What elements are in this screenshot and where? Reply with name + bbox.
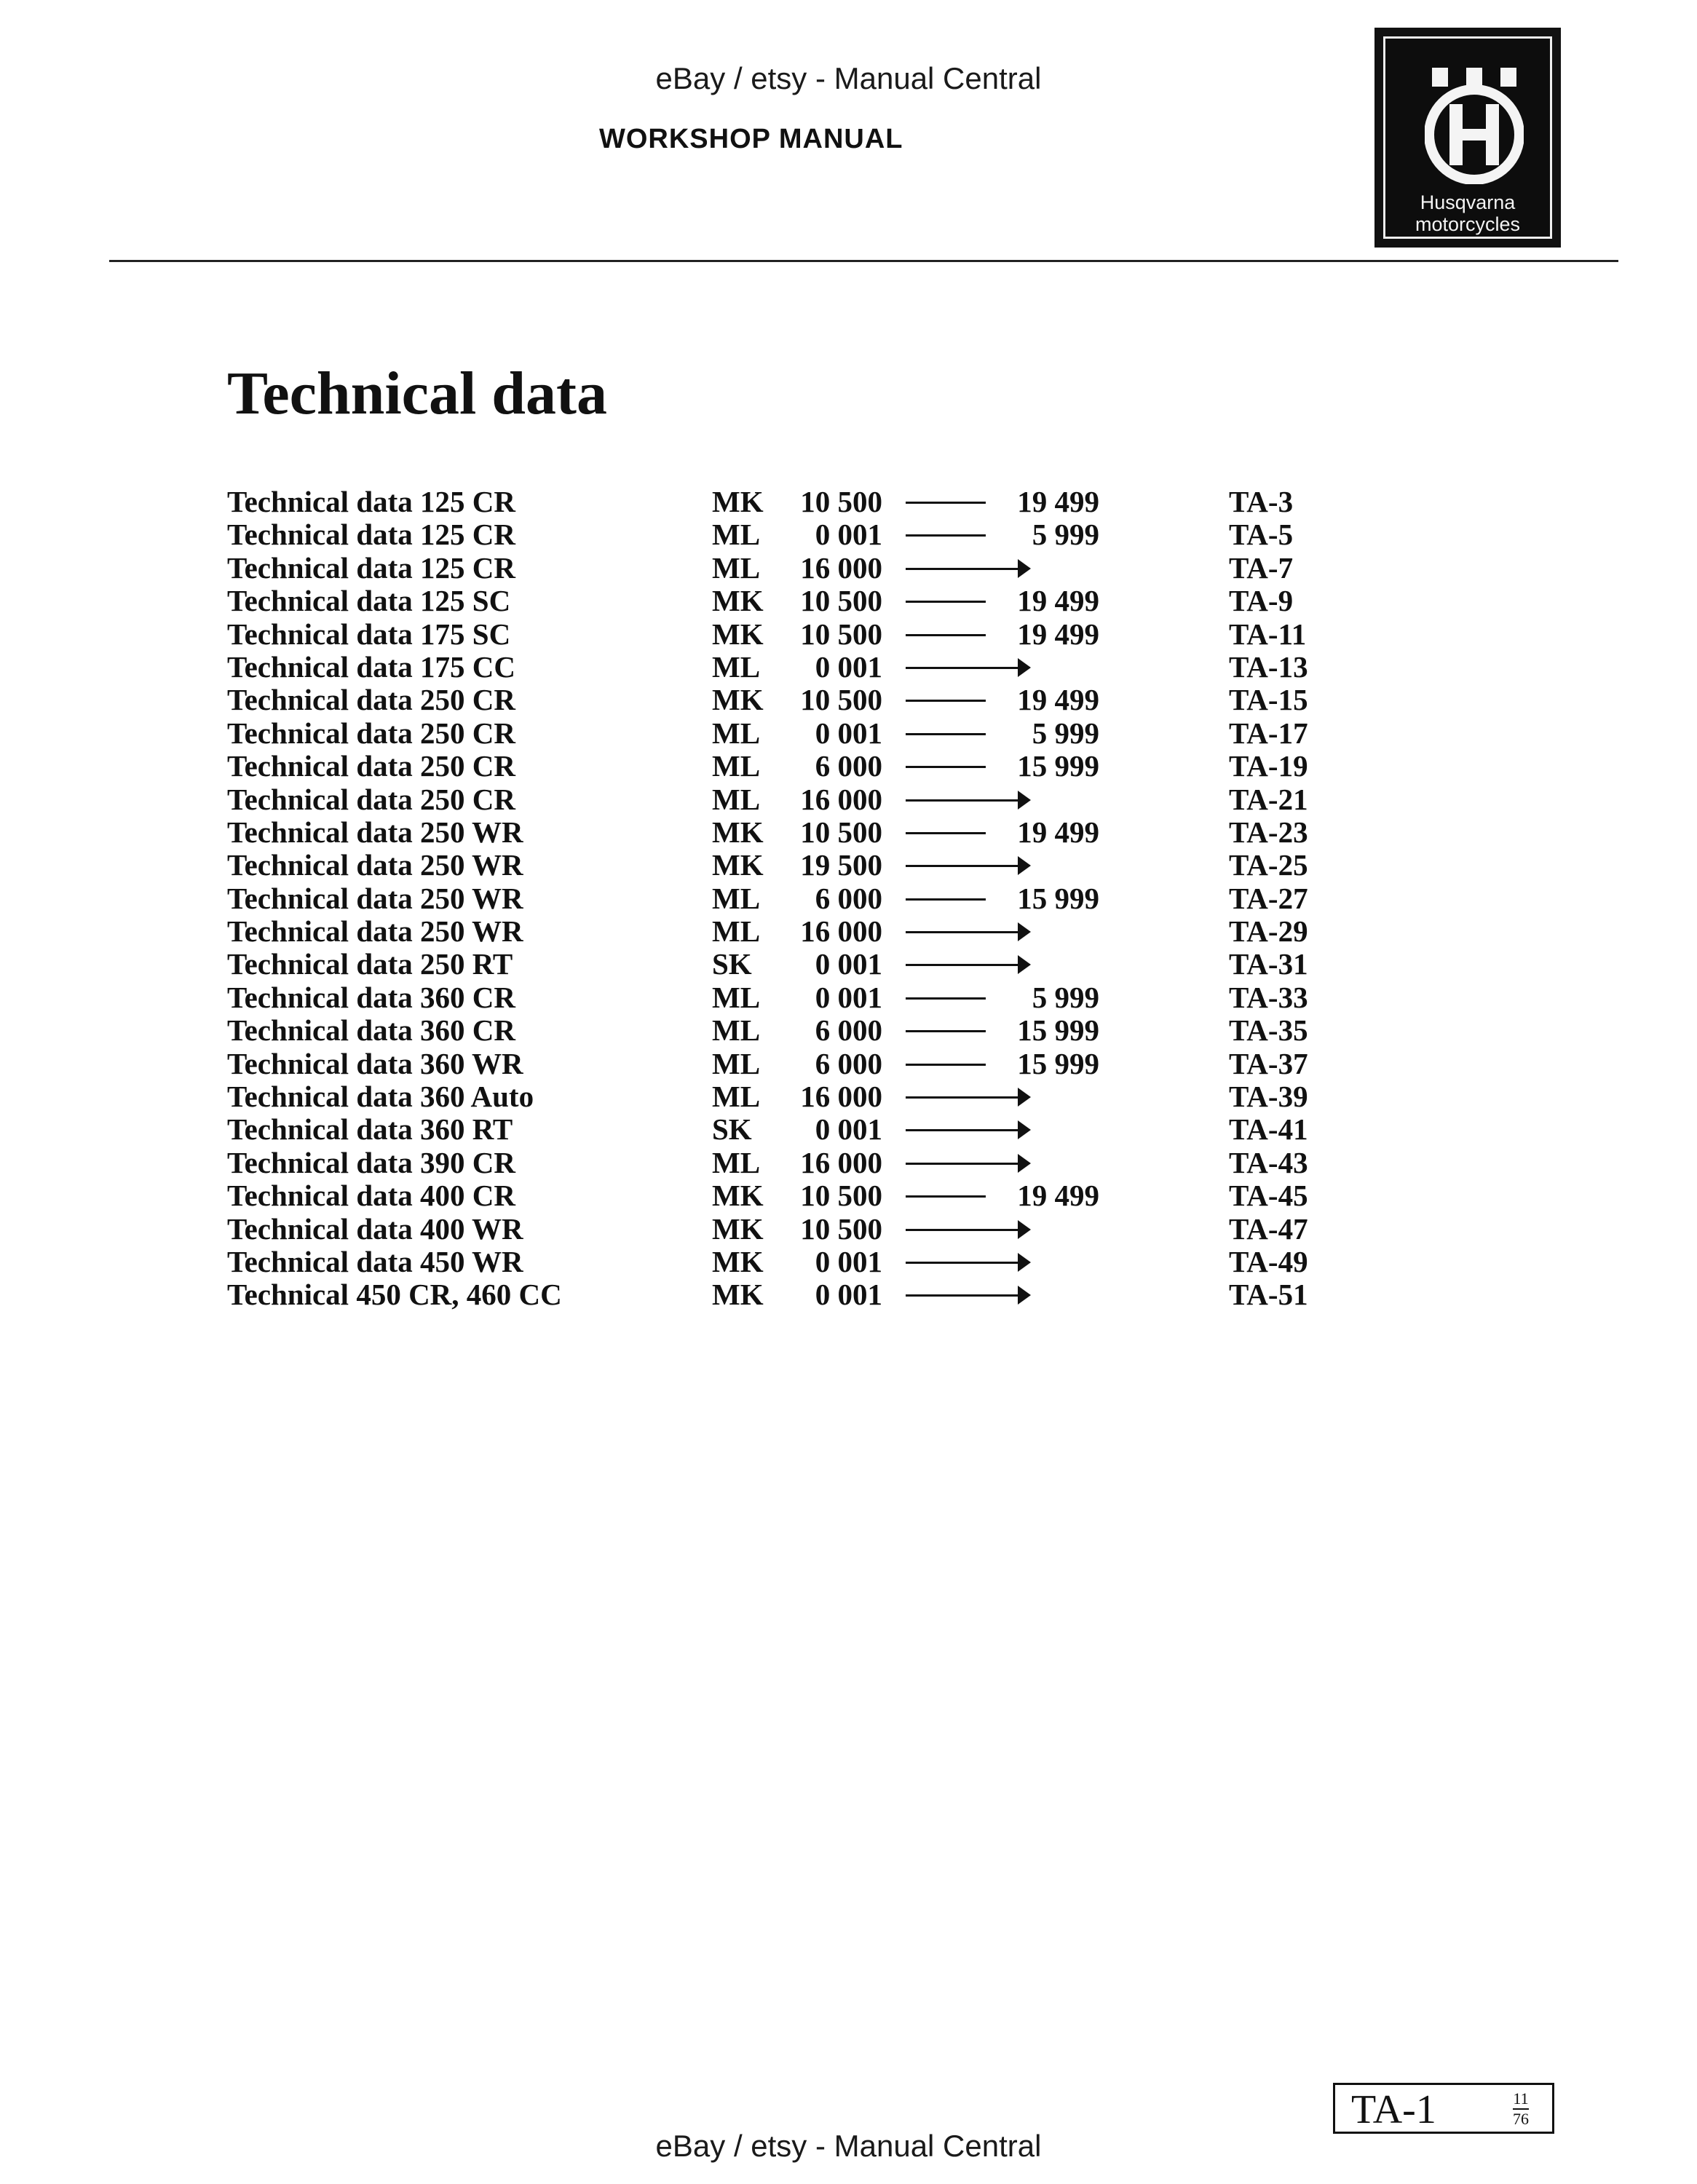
toc-model-name: Technical data 250 WR	[227, 815, 523, 849]
toc-row	[0, 618, 1697, 651]
toc-serial-end: 19 499	[1017, 617, 1099, 651]
footer-brand-text: eBay / etsy - Manual Central	[655, 2129, 1042, 2163]
toc-serial-end: 15 999	[1017, 881, 1099, 915]
toc-serial-start: 0 001	[815, 1244, 882, 1278]
toc-page-ref: TA-37	[1229, 1046, 1308, 1080]
range-arrow-line	[906, 1129, 1022, 1131]
toc-model-name: Technical data 450 WR	[227, 1244, 523, 1278]
toc-row	[0, 486, 1697, 518]
toc-row	[0, 915, 1697, 948]
crown-h-icon	[1425, 68, 1524, 184]
toc-page-ref: TA-51	[1229, 1278, 1308, 1312]
toc-serial-start: 16 000	[800, 782, 882, 816]
range-arrow-line	[906, 1163, 1022, 1165]
toc-model-name: Technical data 250 CR	[227, 749, 515, 783]
toc-serial-end: 5 999	[1032, 716, 1099, 750]
toc-row	[0, 1147, 1697, 1179]
toc-serial-start: 10 500	[800, 584, 882, 618]
toc-row	[0, 1113, 1697, 1146]
toc-serial-end: 19 499	[1017, 683, 1099, 717]
toc-series-code: MK	[712, 1244, 764, 1278]
range-dash	[906, 700, 986, 702]
toc-serial-start: 10 500	[800, 1211, 882, 1246]
toc-page-ref: TA-49	[1229, 1244, 1308, 1278]
toc-page-ref: TA-33	[1229, 980, 1308, 1014]
toc-row	[0, 882, 1697, 915]
toc-series-code: ML	[712, 980, 761, 1014]
toc-page-ref: TA-21	[1229, 782, 1308, 816]
toc-model-name: Technical data 360 WR	[227, 1046, 523, 1080]
toc-series-code: MK	[712, 1211, 764, 1246]
range-arrow-line	[906, 799, 1022, 802]
toc-series-code: ML	[712, 1080, 761, 1114]
toc-row	[0, 1213, 1697, 1246]
toc-series-code: MK	[712, 815, 764, 849]
toc-model-name: Technical data 250 CR	[227, 716, 515, 750]
toc-serial-start: 0 001	[815, 1278, 882, 1312]
range-dash	[906, 502, 986, 504]
arrow-right-icon	[1018, 922, 1031, 941]
toc-list	[0, 486, 1697, 1312]
toc-model-name: Technical data 175 SC	[227, 617, 511, 651]
range-arrow-line	[906, 865, 1022, 867]
toc-series-code: ML	[712, 649, 761, 684]
toc-serial-start: 16 000	[800, 1080, 882, 1114]
arrow-right-icon	[1018, 955, 1031, 974]
range-arrow-line	[906, 931, 1022, 933]
toc-series-code: MK	[712, 617, 764, 651]
page-number-box	[1333, 2083, 1554, 2134]
toc-page-ref: TA-45	[1229, 1179, 1308, 1213]
toc-serial-end: 19 499	[1017, 584, 1099, 618]
toc-model-name: Technical data 360 CR	[227, 1013, 515, 1048]
toc-page-ref: TA-43	[1229, 1145, 1308, 1179]
range-dash	[906, 1030, 986, 1032]
toc-serial-end: 15 999	[1017, 749, 1099, 783]
toc-series-code: ML	[712, 1145, 761, 1179]
toc-series-code: ML	[712, 1046, 761, 1080]
toc-series-code: ML	[712, 914, 761, 949]
toc-series-code: MK	[712, 683, 764, 717]
toc-serial-start: 16 000	[800, 1145, 882, 1179]
range-arrow-line	[906, 667, 1022, 669]
toc-model-name: Technical data 250 WR	[227, 848, 523, 882]
toc-serial-start: 10 500	[800, 485, 882, 518]
toc-row	[0, 1080, 1697, 1113]
header-brand-text: eBay / etsy - Manual Central	[655, 61, 1042, 95]
toc-row	[0, 1048, 1697, 1080]
toc-row	[0, 651, 1697, 684]
toc-model-name: Technical data 250 WR	[227, 881, 523, 915]
revision-month: 11	[1513, 2089, 1529, 2108]
toc-page-ref: TA-13	[1229, 649, 1308, 684]
toc-row	[0, 684, 1697, 716]
toc-serial-start: 0 001	[815, 980, 882, 1014]
arrow-right-icon	[1018, 1220, 1031, 1239]
toc-page-ref: TA-3	[1229, 485, 1294, 518]
toc-serial-start: 6 000	[815, 881, 882, 915]
range-arrow-line	[906, 1229, 1022, 1231]
toc-model-name: Technical data 250 RT	[227, 947, 513, 981]
toc-row	[0, 849, 1697, 882]
manual-title: WORKSHOP MANUAL	[599, 124, 903, 154]
toc-page-ref: TA-29	[1229, 914, 1308, 949]
toc-series-code: ML	[712, 782, 761, 816]
range-arrow-line	[906, 1262, 1022, 1264]
toc-row	[0, 816, 1697, 849]
toc-serial-end: 5 999	[1032, 980, 1099, 1014]
toc-series-code: ML	[712, 1013, 761, 1048]
toc-serial-start: 0 001	[815, 649, 882, 684]
toc-serial-end: 19 499	[1017, 1179, 1099, 1213]
toc-series-code: SK	[712, 1112, 752, 1147]
toc-serial-start: 10 500	[800, 617, 882, 651]
toc-row	[0, 552, 1697, 585]
toc-page-ref: TA-47	[1229, 1211, 1308, 1246]
toc-serial-start: 6 000	[815, 1013, 882, 1048]
toc-series-code: ML	[712, 716, 761, 750]
range-arrow-line	[906, 1294, 1022, 1297]
range-dash	[906, 1195, 986, 1198]
toc-series-code: SK	[712, 947, 752, 981]
toc-series-code: ML	[712, 518, 761, 552]
toc-series-code: MK	[712, 584, 764, 618]
toc-serial-start: 10 500	[800, 815, 882, 849]
arrow-right-icon	[1018, 1286, 1031, 1305]
range-dash	[906, 766, 986, 768]
toc-page-ref: TA-15	[1229, 683, 1308, 717]
toc-serial-end: 19 499	[1017, 815, 1099, 849]
toc-model-name: Technical data 125 CR	[227, 518, 515, 552]
toc-page-ref: TA-35	[1229, 1013, 1308, 1048]
toc-series-code: MK	[712, 848, 764, 882]
toc-series-code: ML	[712, 749, 761, 783]
toc-series-code: MK	[712, 1278, 764, 1312]
revision-date	[1513, 2089, 1529, 2129]
toc-serial-start: 6 000	[815, 749, 882, 783]
toc-model-name: Technical data 250 CR	[227, 782, 515, 816]
arrow-right-icon	[1018, 791, 1031, 810]
toc-model-name: Technical data 250 CR	[227, 683, 515, 717]
toc-model-name: Technical data 360 CR	[227, 980, 515, 1014]
toc-row	[0, 1246, 1697, 1278]
toc-series-code: ML	[712, 550, 761, 585]
toc-row	[0, 783, 1697, 816]
page-number: TA-1	[1351, 2087, 1436, 2132]
range-dash	[906, 733, 986, 735]
toc-page-ref: TA-9	[1229, 584, 1294, 618]
toc-row	[0, 1014, 1697, 1047]
toc-serial-start: 16 000	[800, 550, 882, 585]
range-arrow-line	[906, 964, 1022, 966]
toc-serial-start: 0 001	[815, 1112, 882, 1147]
toc-model-name: Technical data 175 CC	[227, 649, 515, 684]
toc-row	[0, 948, 1697, 981]
arrow-right-icon	[1018, 856, 1031, 875]
toc-row	[0, 518, 1697, 551]
toc-row	[0, 1278, 1697, 1311]
arrow-right-icon	[1018, 1154, 1031, 1173]
toc-model-name: Technical data 250 WR	[227, 914, 523, 949]
toc-serial-start: 6 000	[815, 1046, 882, 1080]
toc-serial-start: 16 000	[800, 914, 882, 949]
toc-row	[0, 717, 1697, 750]
range-arrow-line	[906, 568, 1022, 570]
toc-serial-start: 0 001	[815, 716, 882, 750]
toc-page-ref: TA-5	[1229, 518, 1294, 552]
toc-page-ref: TA-7	[1229, 550, 1294, 585]
arrow-right-icon	[1018, 559, 1031, 578]
range-dash	[906, 634, 986, 636]
toc-page-ref: TA-19	[1229, 749, 1308, 783]
range-dash	[906, 832, 986, 834]
range-dash	[906, 898, 986, 901]
toc-page-ref: TA-39	[1229, 1080, 1308, 1114]
toc-model-name: Technical data 125 CR	[227, 485, 515, 518]
toc-serial-start: 10 500	[800, 683, 882, 717]
header-divider	[109, 260, 1618, 262]
arrow-right-icon	[1018, 1120, 1031, 1139]
toc-serial-start: 0 001	[815, 518, 882, 552]
toc-row	[0, 585, 1697, 617]
range-dash	[906, 997, 986, 1000]
toc-model-name: Technical data 400 CR	[227, 1179, 515, 1213]
range-dash	[906, 1064, 986, 1066]
range-dash	[906, 601, 986, 603]
toc-page-ref: TA-11	[1229, 617, 1307, 651]
toc-page-ref: TA-17	[1229, 716, 1308, 750]
toc-series-code: MK	[712, 1179, 764, 1213]
toc-row	[0, 1179, 1697, 1212]
toc-page-ref: TA-31	[1229, 947, 1308, 981]
page-title: Technical data	[227, 360, 607, 427]
toc-model-name: Technical data 390 CR	[227, 1145, 515, 1179]
toc-model-name: Technical 450 CR, 460 CC	[227, 1278, 562, 1312]
arrow-right-icon	[1018, 658, 1031, 677]
toc-model-name: Technical data 360 RT	[227, 1112, 513, 1147]
toc-serial-start: 19 500	[800, 848, 882, 882]
range-arrow-line	[906, 1096, 1022, 1099]
toc-serial-end: 19 499	[1017, 485, 1099, 518]
toc-serial-end: 5 999	[1032, 518, 1099, 552]
toc-serial-start: 0 001	[815, 947, 882, 981]
revision-year: 76	[1513, 2110, 1529, 2128]
toc-page-ref: TA-41	[1229, 1112, 1308, 1147]
arrow-right-icon	[1018, 1088, 1031, 1107]
toc-model-name: Technical data 360 Auto	[227, 1080, 534, 1114]
toc-serial-end: 15 999	[1017, 1046, 1099, 1080]
toc-model-name: Technical data 125 SC	[227, 584, 511, 618]
logo-text-line1: Husqvarna	[1420, 191, 1516, 213]
toc-series-code: MK	[712, 485, 764, 518]
toc-page-ref: TA-25	[1229, 848, 1308, 882]
husqvarna-logo	[1374, 28, 1561, 248]
toc-row	[0, 981, 1697, 1014]
toc-model-name: Technical data 400 WR	[227, 1211, 523, 1246]
range-dash	[906, 534, 986, 537]
toc-serial-start: 10 500	[800, 1179, 882, 1213]
toc-series-code: ML	[712, 881, 761, 915]
toc-row	[0, 750, 1697, 783]
logo-text-line2: motorcycles	[1415, 213, 1521, 235]
toc-serial-end: 15 999	[1017, 1013, 1099, 1048]
toc-model-name: Technical data 125 CR	[227, 550, 515, 585]
toc-page-ref: TA-23	[1229, 815, 1308, 849]
arrow-right-icon	[1018, 1253, 1031, 1272]
toc-page-ref: TA-27	[1229, 881, 1308, 915]
